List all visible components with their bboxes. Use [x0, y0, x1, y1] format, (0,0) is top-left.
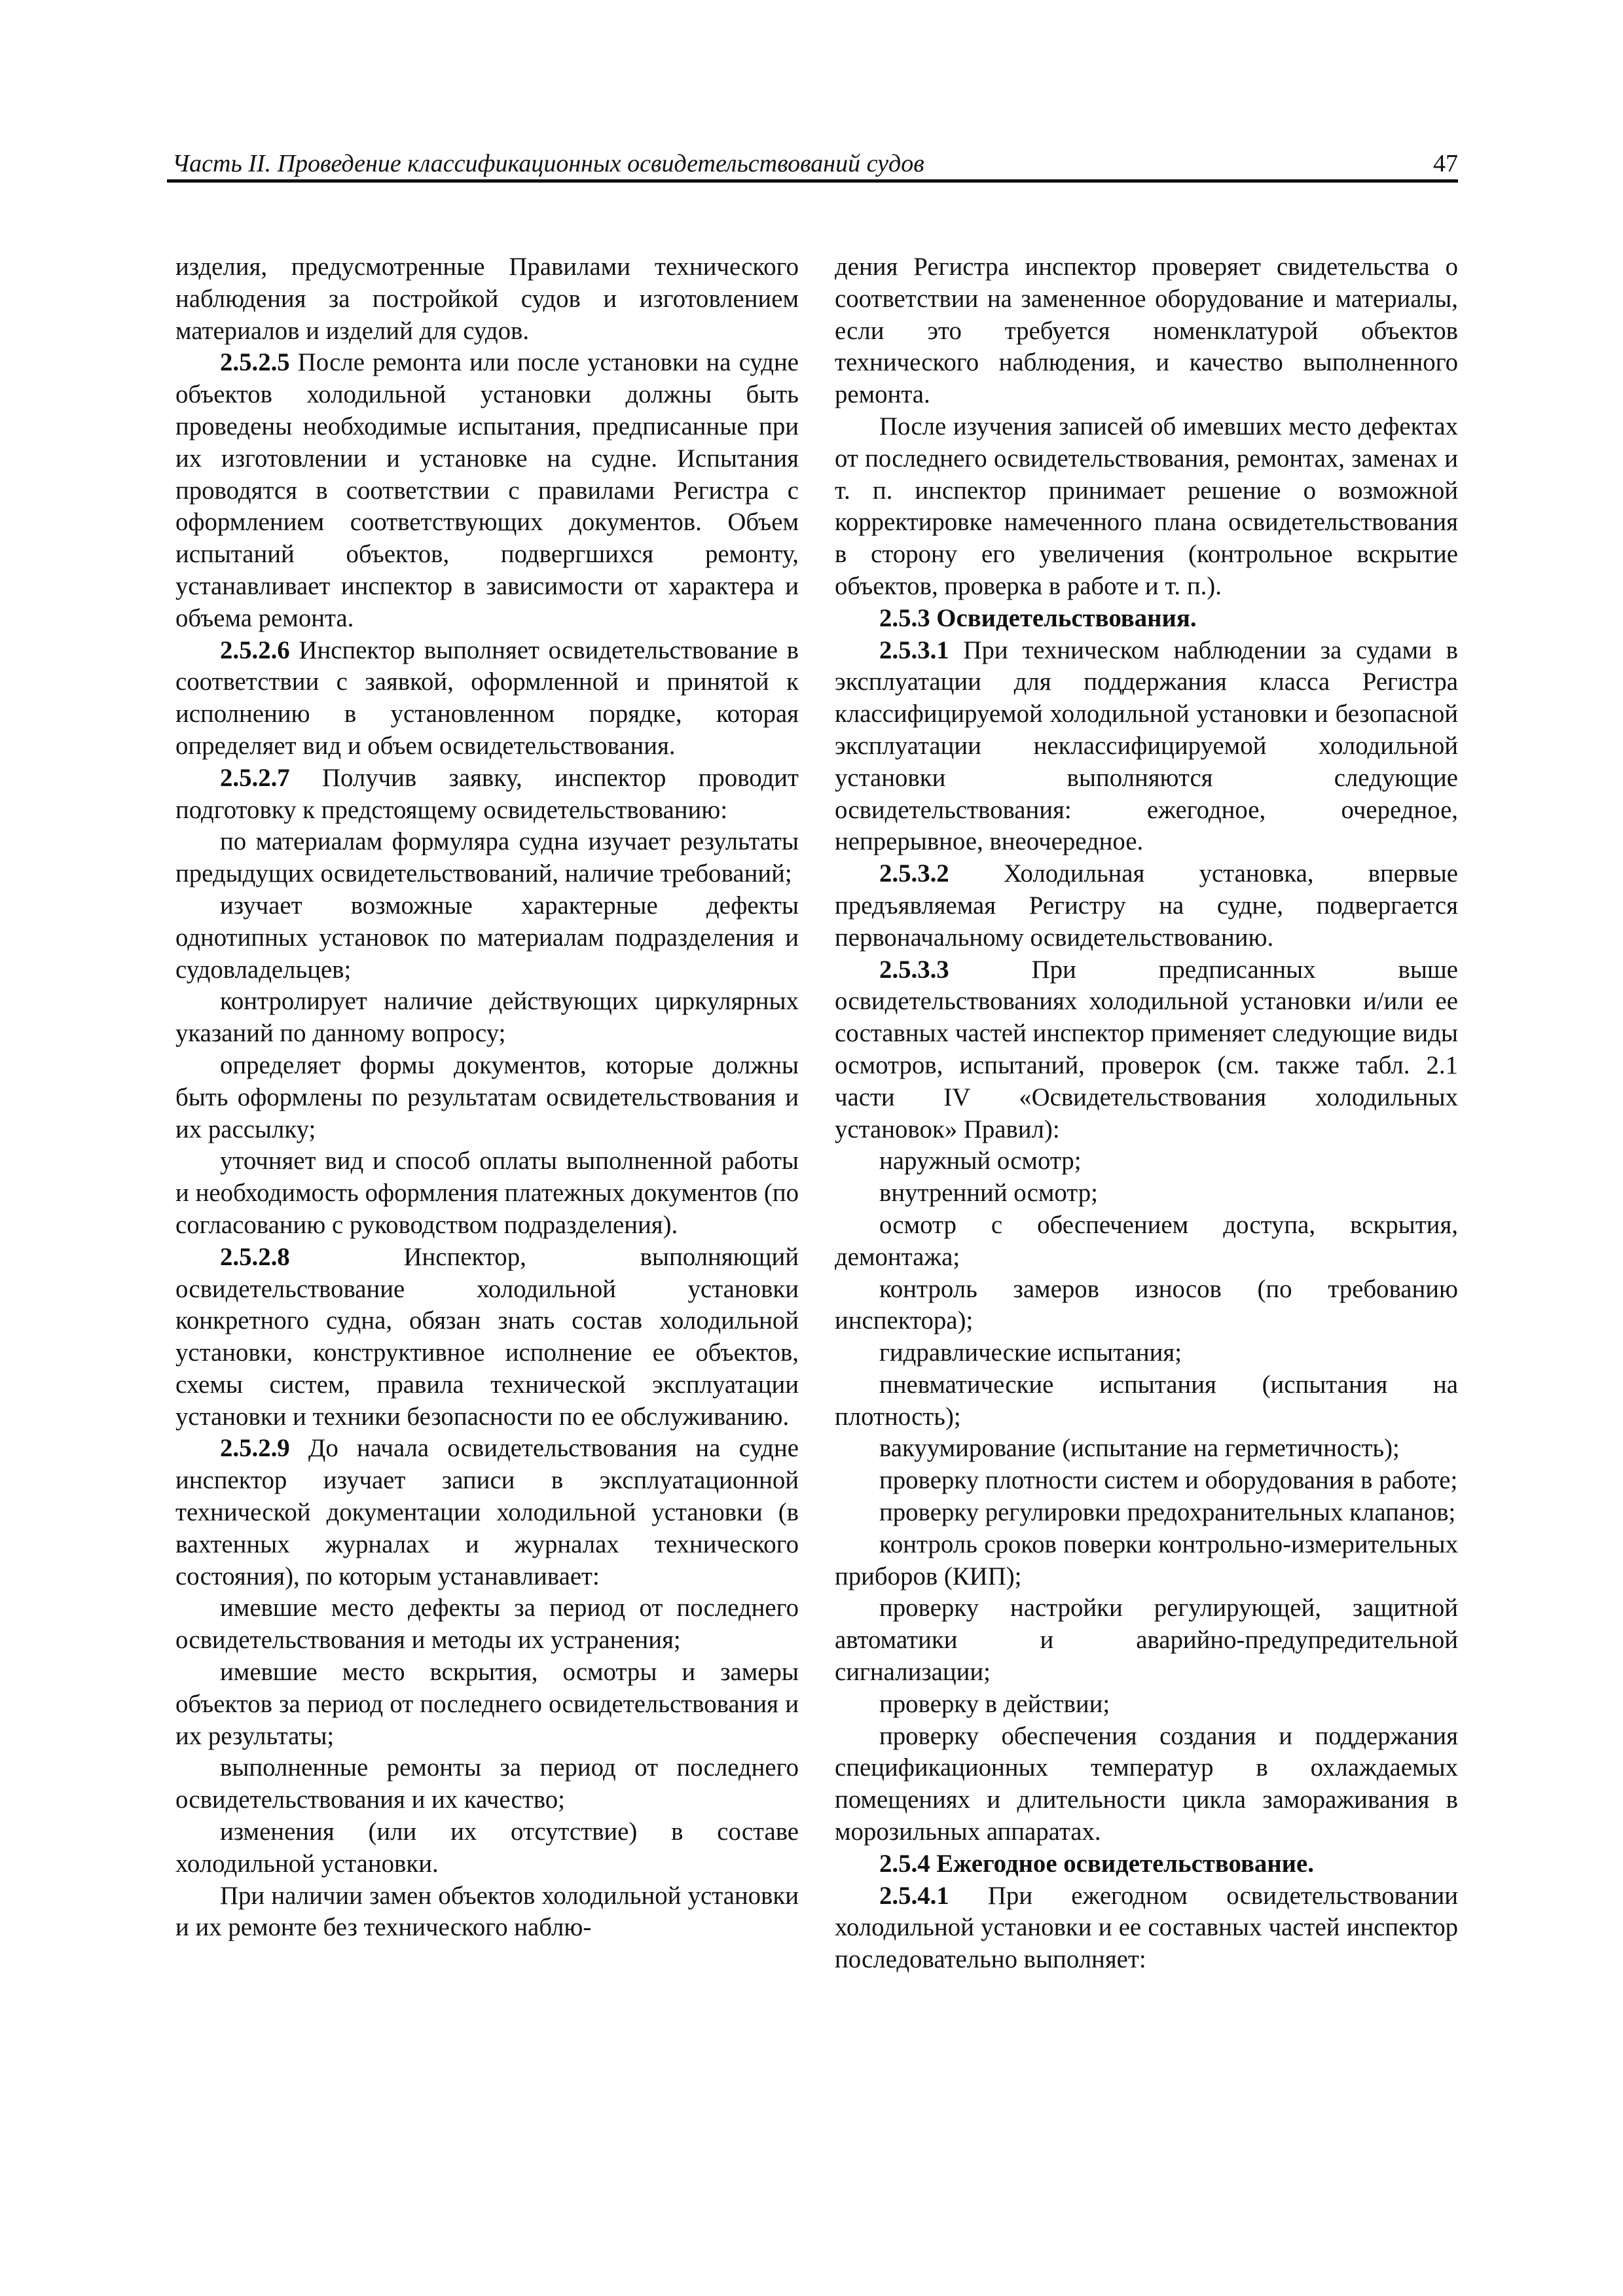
right-column — [835, 251, 1458, 1976]
paragraph-text: осмотр с обеспечением доступа, вскрытия, демонтажа; — [835, 1210, 1458, 1271]
clause-number: 2.5.3.3 — [879, 955, 949, 984]
paragraph-text: Холодильная установка, впервые предъявляемая Регистру на судне, подвергается первоначальному освидетельствованию. — [835, 859, 1458, 952]
paragraph-text: имевшие место дефекты за период от последнего освидетельствования и методы их устранения; — [175, 1594, 799, 1655]
paragraph — [835, 858, 1458, 954]
paragraph — [175, 1145, 799, 1241]
paragraph — [175, 1752, 799, 1816]
header-title: Часть II. Проведение классификационных освидетельствований судов — [172, 150, 924, 177]
clause-number: 2.5.2.8 — [220, 1242, 290, 1271]
paragraph — [835, 1337, 1458, 1369]
paragraph-text: Инспектор, выполняющий освидетельствование холодильной установки конкретного судна, обязан знать состав холодильной установки, конструктивное исполнение ее объектов, схемы систем, правила технической эксплуатации установки и техники безопасности по ее обслуживанию. — [175, 1242, 799, 1431]
paragraph-text: по материалам формуляра судна изучает результаты предыдущих освидетельствований, наличие требований; — [175, 827, 799, 888]
clause-number: 2.5.2.6 — [220, 636, 290, 664]
paragraph-text: При наличии замен объектов холодильной установки и их ремонте без технического наблю- — [175, 1881, 799, 1942]
paragraph — [835, 1497, 1458, 1529]
running-header — [167, 141, 1458, 183]
paragraph — [835, 1369, 1458, 1433]
paragraph — [835, 1210, 1458, 1274]
paragraph — [175, 1050, 799, 1145]
paragraph-text: изменения (или их отсутствие) в составе холодильной установки. — [175, 1818, 799, 1878]
paragraph — [175, 1657, 799, 1752]
paragraph — [175, 826, 799, 890]
paragraph — [835, 1274, 1458, 1338]
left-column — [175, 251, 799, 1944]
paragraph — [835, 1465, 1458, 1497]
paragraph-text: внутренний осмотр; — [879, 1179, 1098, 1208]
paragraph-text: При предписанных выше освидетельствованиях холодильной установки и/или ее составных частей инспектор применяет следующие виды осмотров, испытаний, проверок (см. также табл. 2.1 части IV «Освидетельствования холодильных установок» Правил): — [835, 955, 1458, 1143]
paragraph-text: проверку регулировки предохранительных клапанов; — [879, 1498, 1456, 1527]
section-heading — [835, 1848, 1458, 1880]
paragraph-text: Получив заявку, инспектор проводит подготовку к предстоящему освидетельствованию: — [175, 763, 799, 824]
clause-number: 2.5.3.1 — [879, 636, 949, 664]
paragraph-text: вакуумирование (испытание на герметичность); — [879, 1434, 1400, 1463]
paragraph-text: контролирует наличие действующих циркулярных указаний по данному вопросу; — [175, 987, 799, 1048]
paragraph-text: 2.5.3 Освидетельствования. — [879, 603, 1197, 632]
paragraph-text: До начала освидетельствования на судне инспектор изучает записи в эксплуатационной технической документации холодильной установки (в вахтенных журналах и журналах технического состояния), по которым устанавливает: — [175, 1434, 799, 1590]
paragraph — [175, 762, 799, 827]
clause-number: 2.5.3.2 — [879, 859, 949, 888]
paragraph-text: определяет формы документов, которые должны быть оформлены по результатам освидетельствования и их рассылку; — [175, 1050, 799, 1143]
paragraph-text: выполненные ремонты за период от последнего освидетельствования и их качество; — [175, 1753, 799, 1814]
paragraph — [835, 1433, 1458, 1465]
paragraph-text: После изучения записей об имевших место дефектах от последнего освидетельствования, ремонтах, заменах и т. п. инспектор принимает решение о возможной корректировке намеченного плана освидетельствования в сторону его увеличения (контрольное вскрытие объектов, проверка в работе и т. п.). — [835, 412, 1458, 600]
paragraph-text: гидравлические испытания; — [879, 1338, 1182, 1367]
paragraph — [175, 1816, 799, 1880]
paragraph — [175, 347, 799, 634]
paragraph-text: проверку обеспечения создания и поддержания спецификационных температур в охлаждаемых помещениях и длительности цикла замораживания в морозильных аппаратах. — [835, 1721, 1458, 1846]
paragraph — [835, 954, 1458, 1146]
paragraph-text: проверку в действии; — [879, 1689, 1110, 1718]
paragraph-text: контроль замеров износов (по требованию инспектора); — [835, 1274, 1458, 1335]
paragraph — [175, 635, 799, 762]
paragraph — [835, 1529, 1458, 1593]
clause-number: 2.5.2.5 — [220, 348, 290, 377]
paragraph — [835, 1145, 1458, 1177]
clause-number: 2.5.4.1 — [879, 1881, 949, 1910]
paragraph-text: изучает возможные характерные дефекты однотипных установок по материалам подразделения и судовладельцев; — [175, 891, 799, 984]
paragraph — [835, 635, 1458, 859]
section-heading — [835, 603, 1458, 635]
paragraph — [835, 1689, 1458, 1721]
paragraph-text: имевшие место вскрытия, осмотры и замеры объектов за период от последнего освидетельствования и их результаты; — [175, 1658, 799, 1750]
paragraph — [835, 251, 1458, 411]
paragraph — [835, 1721, 1458, 1848]
paragraph-text: контроль сроков поверки контрольно-измерительных приборов (КИП); — [835, 1530, 1458, 1590]
paragraph — [175, 890, 799, 986]
clause-number: 2.5.2.7 — [220, 763, 290, 792]
paragraph-text: наружный осмотр; — [879, 1147, 1082, 1175]
paragraph — [175, 1880, 799, 1945]
clause-number: 2.5.2.9 — [220, 1434, 290, 1463]
paragraph — [175, 1433, 799, 1592]
paragraph-text: уточняет вид и способ оплаты выполненной работы и необходимость оформления платежных документов (по согласованию с руководством подразделения). — [175, 1147, 799, 1239]
paragraph-text: проверку плотности систем и оборудования в работе; — [879, 1466, 1458, 1495]
paragraph-text: Инспектор выполняет освидетельствование в соответствии с заявкой, оформленной и принятой к исполнению в установленном порядке, которая определяет вид и объем освидетельствования. — [175, 636, 799, 760]
paragraph-text: проверку настройки регулирующей, защитной автоматики и аварийно-предупредительной сигнализации; — [835, 1594, 1458, 1687]
paragraph — [835, 1177, 1458, 1210]
paragraph — [175, 1592, 799, 1657]
paragraph-text: 2.5.4 Ежегодное освидетельствование. — [879, 1849, 1314, 1878]
paragraph — [835, 411, 1458, 603]
paragraph — [175, 1242, 799, 1433]
paragraph — [175, 986, 799, 1050]
paragraph-text: При ежегодном освидетельствовании холодильной установки и ее составных частей инспектор последовательно выполняет: — [835, 1881, 1458, 1974]
page-number: 47 — [1433, 150, 1458, 177]
paragraph-text: пневматические испытания (испытания на плотность); — [835, 1370, 1458, 1431]
paragraph — [835, 1592, 1458, 1688]
paragraph — [175, 251, 799, 347]
paragraph — [835, 1880, 1458, 1976]
paragraph-text: После ремонта или после установки на судне объектов холодильной установки должны быть проведены необходимые испытания, предписанные при их изготовлении и установке на судне. Испытания проводятся в соответствии с правилами Регистра с оформлением соответствующих документов. Объем испытаний объектов, подвергшихся ремонту, устанавливает инспектор в зависимости от характера и объема ремонта. — [175, 348, 799, 632]
paragraph-text: При техническом наблюдении за судами в эксплуатации для поддержания класса Регистра классифицируемой холодильной установки и безопасной эксплуатации неклассифицируемой холодильной установки выполняются следующие освидетельствования: ежегодное, очередное, непрерывное, внеочередное. — [835, 636, 1458, 856]
paragraph-text: дения Регистра инспектор проверяет свидетельства о соответствии на замененное оборудование и материалы, если это требуется номенклатурой объектов технического наблюдения, и качество выполненного ремонта. — [835, 253, 1458, 409]
paragraph-text: изделия, предусмотренные Правилами технического наблюдения за постройкой судов и изготовлением материалов и изделий для судов. — [175, 253, 799, 345]
